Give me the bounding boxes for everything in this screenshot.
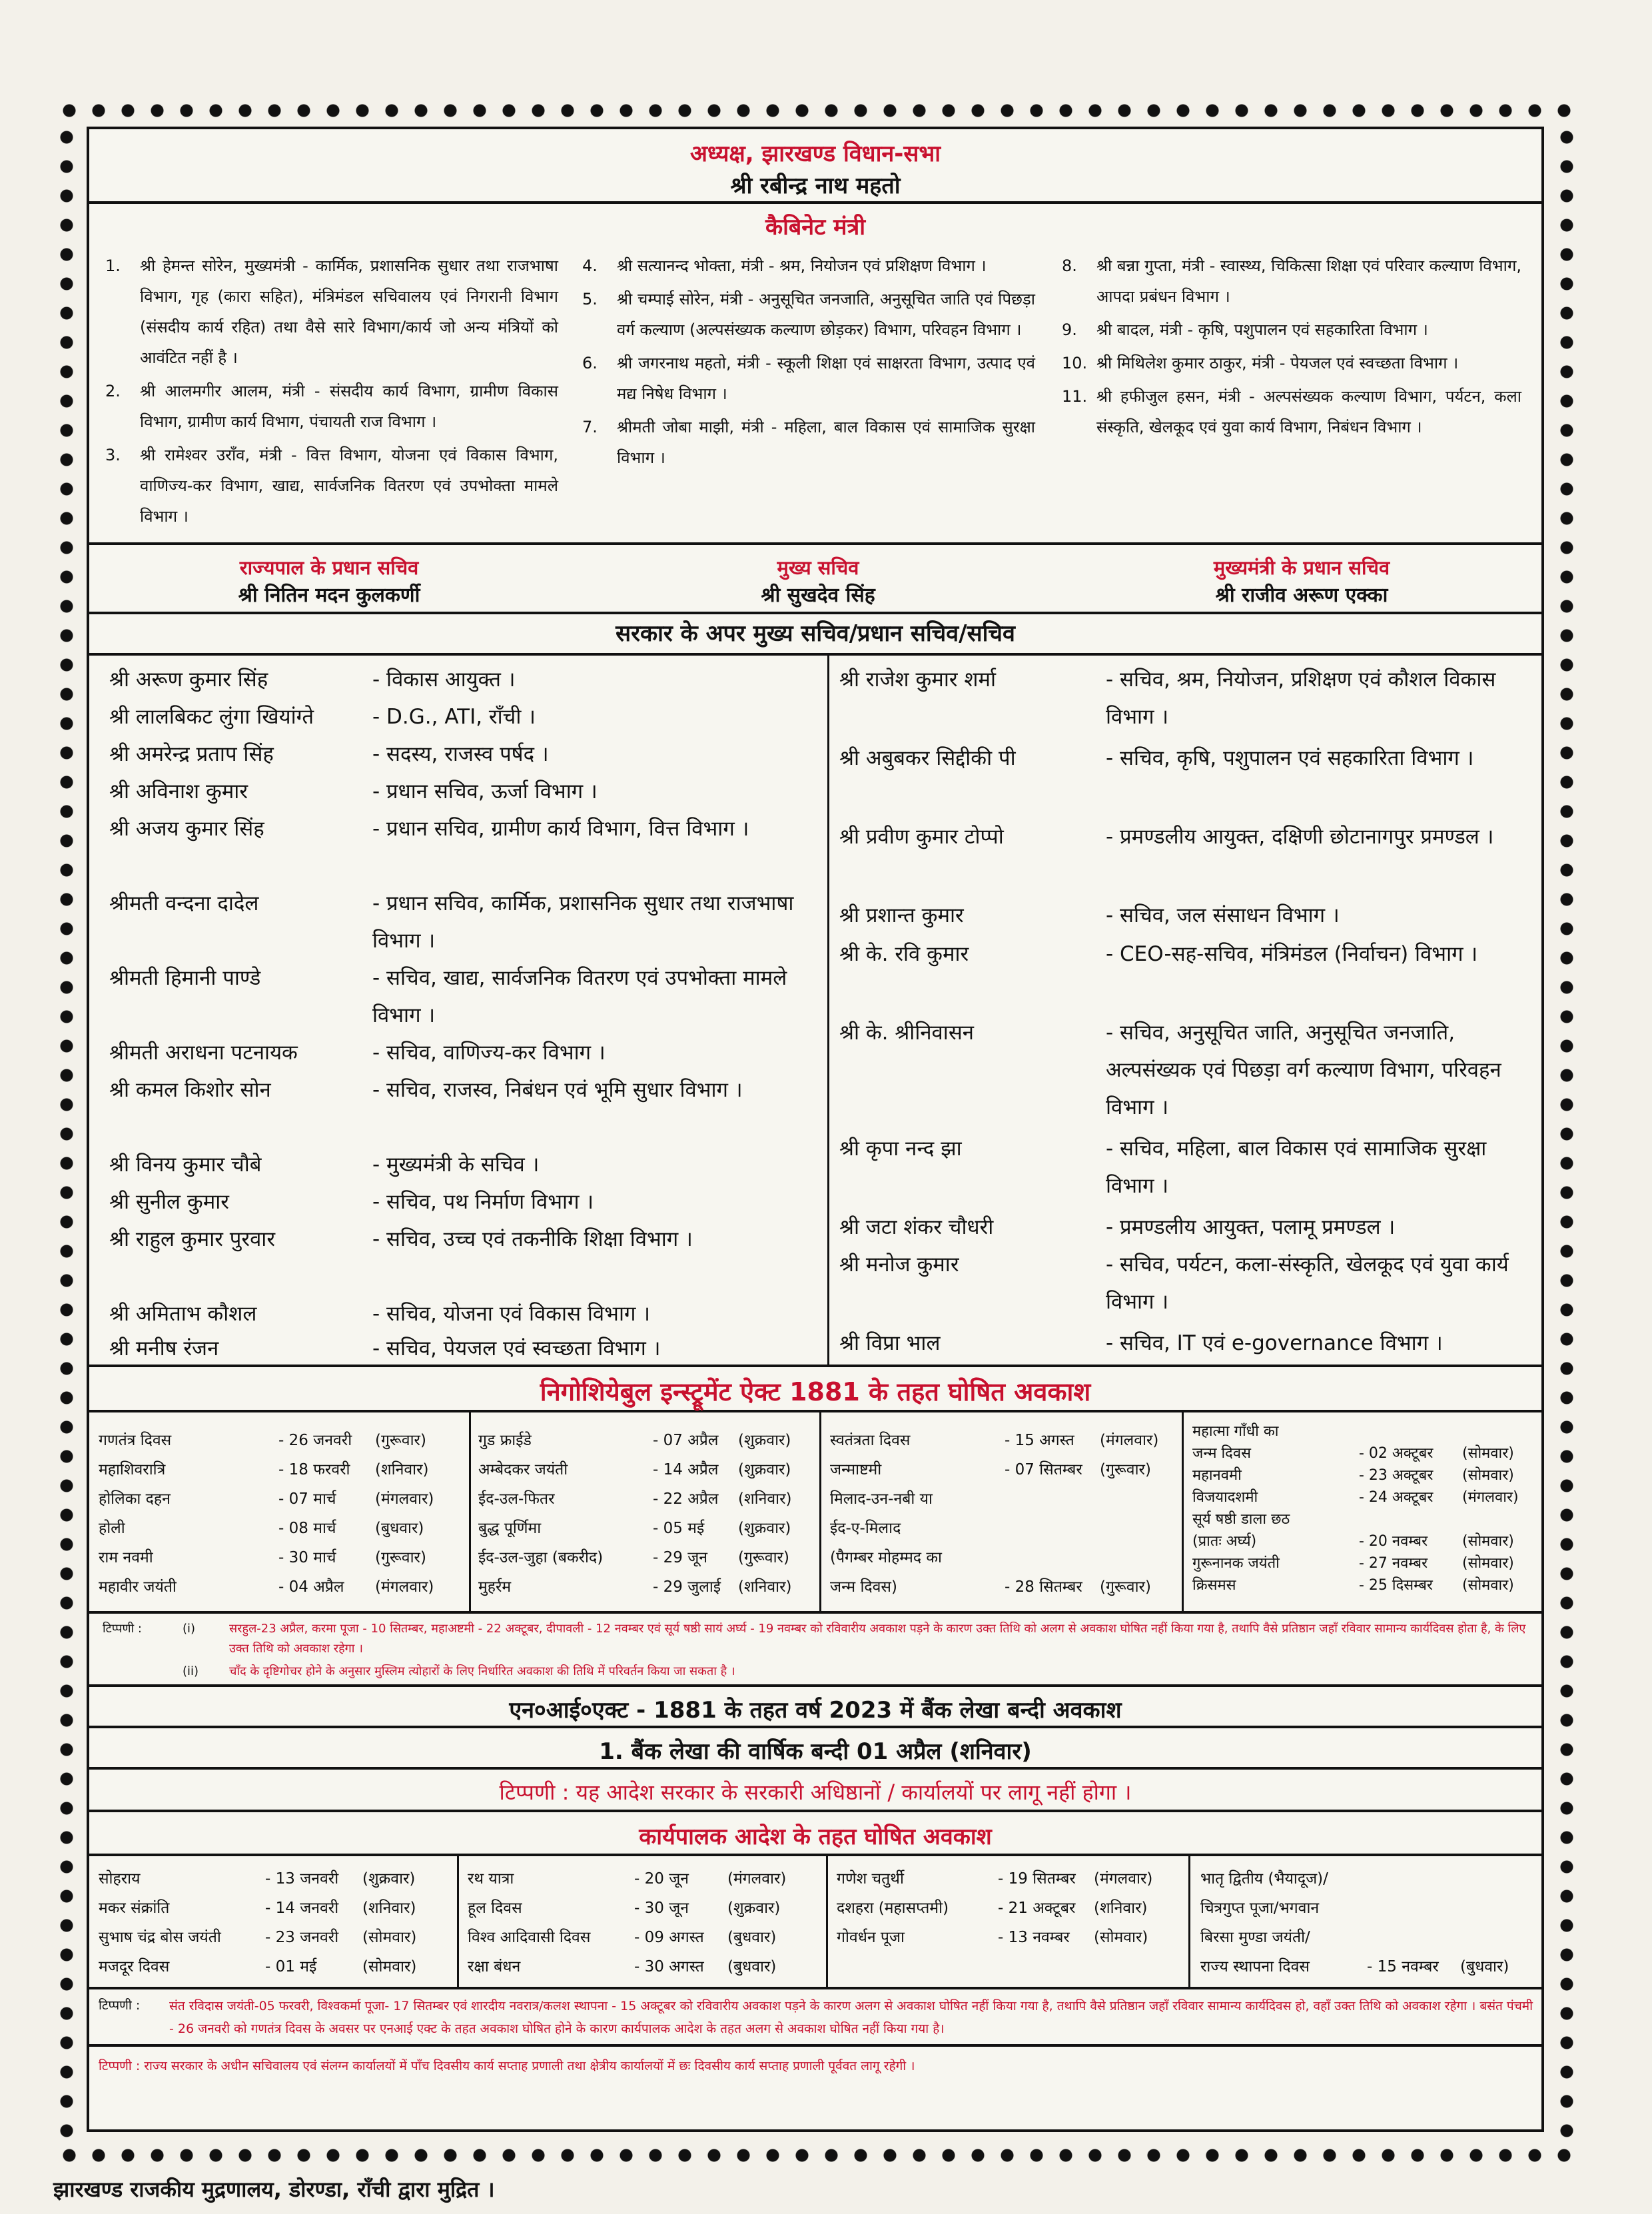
holiday-row: रक्षा बंधन - 30 अगस्त (बुधवार): [468, 1958, 777, 1975]
exec-holiday-column-1: [99, 1864, 454, 1981]
holiday-row: जन्म दिवस) - 28 सितम्बर (गुरूवार): [830, 1578, 1151, 1596]
speaker-title: अध्यक्ष, झारखण्ड विधान-सभा: [689, 141, 941, 167]
holiday-row: ईद-उल-जुहा (बकरीद) - 29 जून (गुरूवार): [478, 1549, 789, 1566]
ni-holiday-column-4: [1192, 1420, 1545, 1596]
ni-holiday-column-3: [830, 1426, 1179, 1602]
note-number: (i): [183, 1622, 196, 1636]
ni-holiday-column-1: [99, 1426, 465, 1602]
holiday-row: गुरूनानक जयंती - 27 नवम्बर (सोमवार): [1192, 1555, 1514, 1572]
cabinet-column-1: [105, 251, 558, 534]
speaker-name: श्री रबीन्द्र नाथ महतो: [730, 173, 901, 199]
holiday-row: बिरसा मुण्डा जयंती/: [1200, 1929, 1310, 1946]
ni-holidays-table: [89, 1412, 1541, 1614]
cm-secretary: [1115, 554, 1488, 608]
column-divider: [819, 1412, 821, 1611]
holiday-row: भातृ द्वितीय (भैयादूज)/: [1200, 1870, 1328, 1888]
holiday-row: अम्बेदकर जयंती - 14 अप्रैल (शुक्रवार): [478, 1461, 791, 1478]
holiday-row: सूर्य षष्ठी डाला छठ: [1192, 1511, 1290, 1528]
governor-secretary-title: राज्यपाल के प्रधान सचिव: [239, 556, 419, 579]
minister-item: 9. श्री बादल, मंत्री - कृषि, पशुपालन एवं सहकारिता विभाग ।: [1062, 320, 1428, 339]
column-divider: [1182, 1412, 1184, 1611]
bank-closing-title-bar: [89, 1687, 1541, 1728]
holiday-row: क्रिसमस - 25 दिसम्बर (सोमवार): [1192, 1577, 1514, 1594]
note-label: टिप्पणी :: [103, 1622, 142, 1636]
exec-holiday-column-3: [837, 1864, 1186, 1952]
cm-secretary-title: मुख्यमंत्री के प्रधान सचिव: [1213, 556, 1390, 579]
ni-note-1: [103, 1619, 1528, 1659]
holiday-row: मकर संक्रांति - 14 जनवरी (शनिवार): [99, 1900, 416, 1917]
cabinet-column-3: [1062, 251, 1521, 445]
chief-secretary-name: श्री सुखदेव सिंह: [761, 584, 875, 607]
note-label: टिप्पणी :: [99, 1998, 141, 2013]
holiday-row: गणेश चतुर्थी - 19 सितम्बर (मंगलवार): [837, 1870, 1153, 1888]
column-divider: [1188, 1856, 1190, 1987]
column-divider: [457, 1856, 459, 1987]
bank-closing-title: एन०आई०एक्ट - 1881 के तहत वर्ष 2023 में बैंक लेखा बन्दी अवकाश: [509, 1697, 1122, 1724]
cabinet-title: कैबिनेट मंत्री: [765, 214, 866, 241]
holiday-row: महानवमी - 23 अक्टूबर (सोमवार): [1192, 1467, 1514, 1484]
cm-secretary-name: श्री राजीव अरूण एक्का: [1215, 584, 1388, 607]
holiday-row: होलिका दहन - 07 मार्च (मंगलवार): [99, 1490, 434, 1508]
holiday-row: जन्माष्टमी - 07 सितम्बर (गुरूवार): [830, 1461, 1151, 1478]
cabinet-column-2: [582, 251, 1035, 476]
holiday-row: राज्य स्थापना दिवस - 15 नवम्बर (बुधवार): [1200, 1958, 1509, 1975]
minister-item: 2. श्री आलमगीर आलम, मंत्री - संसदीय कार्य विभाग, ग्रामीण विकास विभाग, ग्रामीण कार्य विभाग, पंचायती राज विभाग ।: [105, 382, 558, 431]
holiday-row: गोवर्धन पूजा - 13 नवम्बर (सोमवार): [837, 1929, 1148, 1946]
holiday-row: दशहरा (महासप्तमी) - 21 अक्टूबर (शनिवार): [837, 1900, 1148, 1917]
exec-holidays-table: [89, 1856, 1541, 1989]
secretaries-divider: [827, 656, 829, 1365]
holiday-row: गणतंत्र दिवस - 26 जनवरी (गुरूवार): [99, 1432, 426, 1449]
secretaries-right-list: श्री राजेश कुमार शर्मा - सचिव, श्रम, नियोजन, प्रशिक्षण एवं कौशल विकास विभाग । श्री अबुबकर सिद्दीकी पी - सचिव, कृषि, पशुपालन एवं सहकारिता विभाग । श्री प्रवीण कुमार टोप्पो - प्रमण्डलीय आयुक्त, दक्षिणी छोटानागपुर प्रमण्डल । श्री प्रशान्त कुमार - सचिव, जल संसाधन विभाग । श्री के. रवि कुमार - CEO-सह-सचिव, मंत्रिमंडल (निर्वाचन) विभाग । श्री के. श्रीनिवासन - सचिव, अनुसूचित जाति, अनुसूचित जनजाति, अल्पसंख्यक एवं पिछड़ा वर्ग कल्याण विभाग, परिवहन विभाग । श्री कृपा नन्द झा - सचिव, महिला, बाल विकास एवं सामाजिक सुरक्षा विभाग । श्री जटा शंकर चौधरी - प्रमण्डलीय आयुक्त, पलामू प्रमण्डल । श्री मनोज कुमार - सचिव, पर्यटन, कला-संस्कृति, खेलकूद एवं युवा कार्य विभाग । श्री विप्रा भाल - सचिव, IT एवं e-governance विभाग ।: [839, 668, 1509, 1355]
exec-holidays-note-2: [89, 2047, 1541, 2087]
holiday-row: महावीर जयंती - 04 अप्रैल (मंगलवार): [99, 1578, 434, 1596]
holiday-row: राम नवमी - 30 मार्च (गुरूवार): [99, 1549, 426, 1566]
holiday-row: ईद-उल-फितर - 22 अप्रैल (शनिवार): [478, 1490, 792, 1508]
bank-closing-note-bar: [89, 1770, 1541, 1812]
holiday-row: सुभाष चंद्र बोस जयंती - 23 जनवरी (सोमवार): [99, 1929, 417, 1946]
ni-note-2: [103, 1662, 1528, 1682]
exec-holiday-column-2: [468, 1864, 823, 1981]
minister-item: 1. श्री हेमन्त सोरेन, मुख्यमंत्री - कार्मिक, प्रशासनिक सुधार तथा राजभाषा विभाग, गृह (कारा सहित), मंत्रिमंडल सचिवालय एवं निगरानी विभाग (संसदीय कार्य रहित) तथा वैसे सारे विभाग/कार्य जो अन्य मंत्रियों को आवंटित नहीं है ।: [105, 257, 558, 367]
column-divider: [826, 1856, 828, 1987]
note-number: (ii): [183, 1664, 199, 1678]
minister-item: 11. श्री हफीजुल हसन, मंत्री - अल्पसंख्यक कल्याण विभाग, पर्यटन, कला संस्कृति, खेलकूद एवं युवा कार्य विभाग, निबंधन विभाग ।: [1062, 387, 1521, 436]
note-text: संत रविदास जयंती-05 फरवरी, विश्वकर्मा पूजा- 17 सितम्बर एवं शारदीय नवरात्र/कलश स्थापना - 15 अक्टूबर को रविवारीय अवकाश पड़ने के कारण अलग से अवकाश घोषित नहीं किया गया है, तथापि वैसे प्रतिष्ठान जहाँ रविवार सामान्य कार्यदिवस हो, वहाँ उक्त तिथि को अवकाश रहेगा । बसंत पंचमी - 26 जनवरी को गणतंत्र दिवस के अवसर पर एनआई एक्ट के तहत अवकाश घोषित होने के कारण कार्यपालक आदेश के तहत अलग से अवकाश घोषित नहीं किया गया है।: [169, 1999, 1533, 2036]
ni-holidays-notes: [89, 1614, 1541, 1687]
governor-secretary-name: श्री नितिन मदन कुलकर्णी: [238, 584, 420, 607]
holiday-row: महाशिवरात्रि - 18 फरवरी (शनिवार): [99, 1461, 429, 1478]
dotted-border-right: [1555, 123, 1579, 2143]
holiday-row: जन्म दिवस - 02 अक्टूबर (सोमवार): [1192, 1445, 1514, 1462]
calendar-frame: [87, 127, 1544, 2132]
minister-item: 7. श्रीमती जोबा माझी, मंत्री - महिला, बाल विकास एवं सामाजिक सुरक्षा विभाग ।: [582, 418, 1035, 467]
holiday-row: मजदूर दिवस - 01 मई (सोमवार): [99, 1958, 417, 1975]
chief-secretary-title: मुख्य सचिव: [777, 556, 859, 579]
holiday-row: विजयादशमी - 24 अक्टूबर (मंगलवार): [1192, 1489, 1519, 1506]
dotted-border-top: [55, 99, 1579, 123]
holiday-row: महात्मा गाँधी का: [1192, 1423, 1279, 1440]
holiday-row: बुद्ध पूर्णिमा - 05 मई (शुक्रवार): [478, 1520, 791, 1537]
minister-item: 10. श्री मिथिलेश कुमार ठाकुर, मंत्री - पेयजल एवं स्वच्छता विभाग ।: [1062, 354, 1459, 372]
ni-holidays-title-bar: [89, 1367, 1541, 1412]
holiday-row: मिलाद-उन-नबी या: [830, 1490, 933, 1508]
bank-closing-item-bar: [89, 1728, 1541, 1770]
secretaries-section: [89, 614, 1541, 1367]
cabinet-section: [89, 204, 1541, 545]
ni-holidays-title: निगोशियेबुल इन्स्ट्रूमेंट ऐक्ट 1881 के तहत घोषित अवकाश: [540, 1377, 1091, 1406]
holiday-row: हूल दिवस - 30 जून (शुक्रवार): [468, 1900, 781, 1917]
holiday-row: होली - 08 मार्च (बुधवार): [99, 1520, 424, 1537]
secretaries-title: सरकार के अपर मुख्य सचिव/प्रधान सचिव/सचिव: [89, 614, 1541, 656]
dotted-border-bottom: [55, 2143, 1579, 2167]
exec-holidays-title: कार्यपालक आदेश के तहत घोषित अवकाश: [639, 1824, 992, 1850]
holiday-row: (प्रातः अर्घ्य) - 20 नवम्बर (सोमवार): [1192, 1533, 1514, 1550]
bank-closing-note: टिप्पणी : यह आदेश सरकार के सरकारी अधिष्ठानों / कार्यालयों पर लागू नहीं होगा ।: [499, 1780, 1132, 1805]
holiday-row: (पैगम्बर मोहम्मद का: [830, 1549, 943, 1566]
note-text: टिप्पणी : राज्य सरकार के अधीन सचिवालय एवं संलग्न कार्यालयों में पाँच दिवसीय कार्य सप्ताह प्रणाली तथा क्षेत्रीय कार्यालयों में छः दिवसीय कार्य सप्ताह प्रणाली पूर्ववत लागू रहेगी ।: [99, 2059, 915, 2073]
note-text: चाँद के दृष्टिगोचर होने के अनुसार मुस्लिम त्योहारों के लिए निर्धारित अवकाश की तिथि में परिवर्तन किया जा सकता है ।: [229, 1664, 735, 1678]
holiday-row: मुहर्रम - 29 जुलाई (शनिवार): [478, 1578, 792, 1596]
minister-item: 6. श्री जगरनाथ महतो, मंत्री - स्कूली शिक्षा एवं साक्षरता विभाग, उत्पाद एवं मद्य निषेध विभाग ।: [582, 354, 1035, 403]
exec-holiday-column-4: [1200, 1864, 1543, 1981]
note-text: सरहुल-23 अप्रैल, करमा पूजा - 10 सितम्बर, महाअष्टमी - 22 अक्टूबर, दीपावली - 12 नवम्बर एवं सूर्य षष्ठी सायं अर्घ्य - 19 नवम्बर को रविवारीय अवकाश पड़ने के कारण उक्त तिथि को अलग से अवकाश घोषित नहीं किया गया है, तथापि वैसे प्रतिष्ठान जहाँ रविवार सामान्य कार्यदिवस होता है, के लिए उक्त तिथि को अवकाश रहेगा ।: [229, 1622, 1526, 1656]
minister-item: 4. श्री सत्यानन्द भोक्ता, मंत्री - श्रम, नियोजन एवं प्रशिक्षण विभाग ।: [582, 257, 987, 275]
holiday-row: रथ यात्रा - 20 जून (मंगलवार): [468, 1870, 787, 1888]
column-divider: [469, 1412, 471, 1611]
secretaries-left-list: श्री अरूण कुमार सिंह - विकास आयुक्त । श्री लालबिकट लुंगा खियांग्ते - D.G., ATI, राँची । श्री अमरेन्द्र प्रताप सिंह - सदस्य, राजस्व पर्षद । श्री अविनाश कुमार - प्रधान सचिव, ऊर्जा विभाग । श्री अजय कुमार सिंह - प्रधान सचिव, ग्रामीण कार्य विभाग, वित्त विभाग । श्रीमती वन्दना दादेल - प्रधान सचिव, कार्मिक, प्रशासनिक सुधार तथा राजभाषा विभाग । श्रीमती हिमानी पाण्डे - सचिव, खाद्य, सार्वजनिक वितरण एवं उपभोक्ता मामले विभाग । श्रीमती अराधना पटनायक - सचिव, वाणिज्य-कर विभाग । श्री कमल किशोर सोन - सचिव, राजस्व, निबंधन एवं भूमि सुधार विभाग । श्री विनय कुमार चौबे - मुख्यमंत्री के सचिव । श्री सुनील कुमार - सचिव, पथ निर्माण विभाग । श्री राहुल कुमार पुरवार - सचिव, उच्च एवं तकनीकि शिक्षा विभाग । श्री अमिताभ कौशल - सचिव, योजना एवं विकास विभाग । श्री मनीष रंजन - सचिव, पेयजल एवं स्वच्छता विभाग ।: [109, 668, 794, 1361]
minister-item: 8. श्री बन्ना गुप्ता, मंत्री - स्वास्थ्य, चिकित्सा शिक्षा एवं परिवार कल्याण विभाग, आपदा प्रबंधन विभाग ।: [1062, 257, 1521, 306]
holiday-row: स्वतंत्रता दिवस - 15 अगस्त (मंगलवार): [830, 1432, 1159, 1449]
dotted-border-left: [55, 123, 79, 2143]
minister-item: 5. श्री चम्पाई सोरेन, मंत्री - अनुसूचित जनजाति, अनुसूचित जाति एवं पिछड़ा वर्ग कल्याण (अल्पसंख्यक कल्याण छोड़कर) विभाग, परिवहन विभाग ।: [582, 290, 1035, 339]
ni-holiday-column-2: [478, 1426, 817, 1602]
officials-section: [89, 545, 1541, 614]
printer-credit: झारखण्ड राजकीय मुद्रणालय, डोरण्डा, राँची द्वारा मुद्रित ।: [53, 2177, 495, 2202]
holiday-row: सोहराय - 13 जनवरी (शुक्रवार): [99, 1870, 416, 1888]
minister-item: 3. श्री रामेश्वर उराँव, मंत्री - वित्त विभाग, योजना एवं विकास विभाग, वाणिज्य-कर विभाग, खाद्य, सार्वजनिक वितरण एवं उपभोक्ता मामले विभाग ।: [105, 446, 558, 526]
bank-closing-item: 1. बैंक लेखा की वार्षिक बन्दी 01 अप्रैल (शनिवार): [599, 1738, 1032, 1765]
governor-secretary: [143, 554, 516, 608]
chief-secretary: [631, 554, 1005, 608]
speaker-section: [89, 129, 1541, 204]
holiday-row: ईद-ए-मिलाद: [830, 1520, 901, 1537]
holiday-row: गुड फ्राईडे - 07 अप्रैल (शुक्रवार): [478, 1432, 791, 1449]
holiday-row: विश्व आदिवासी दिवस - 09 अगस्त (बुधवार): [468, 1929, 777, 1946]
exec-holidays-title-bar: [89, 1812, 1541, 1856]
holiday-row: चित्रगुप्त पूजा/भगवान: [1200, 1900, 1320, 1917]
exec-holidays-note-1: [89, 1989, 1541, 2047]
